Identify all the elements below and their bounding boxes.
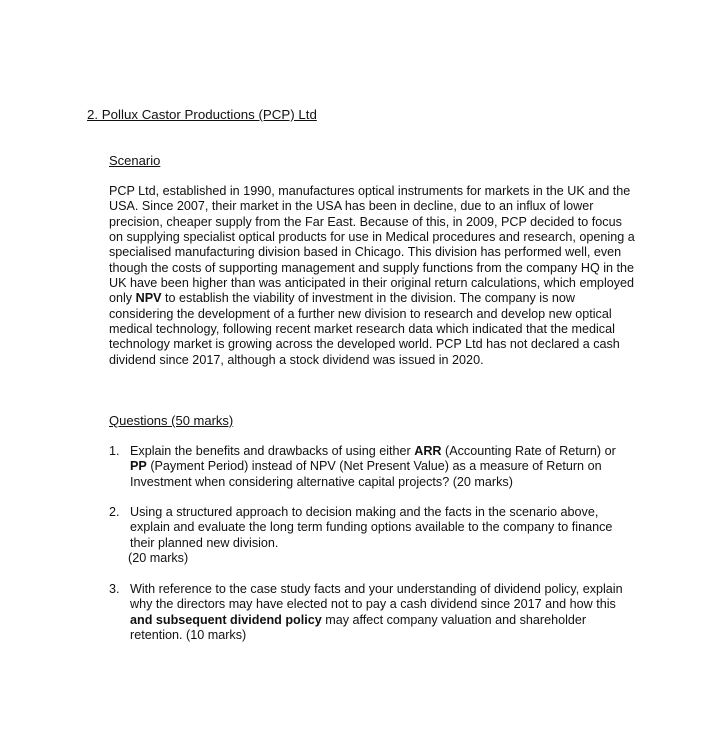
scenario-heading: Scenario [109,153,161,168]
question-2-body: Using a structured approach to decision making and the facts in the scenario above, explain and evaluate the long term funding options available to the company to finance their planned new division. [130,505,613,550]
question-3-part1: With reference to the case study facts and your understanding of dividend policy, explain why the directors may have elected not to pay a cash dividend since 2017 and how this [130,582,623,612]
question-1-part3: (Payment Period) instead of NPV (Net Present Value) as a measure of Return on Investment when considering alternative capital projects? (20 marks) [130,459,602,489]
question-3-dividend-bold: and subsequent dividend policy [130,612,322,627]
question-3 [109,582,634,643]
question-1 [109,444,634,490]
question-2-number: 2. [109,505,120,519]
scenario-body [109,184,639,368]
question-1-part2: (Accounting Rate of Return) or [445,444,616,458]
scenario-text-part2: to establish the viability of investment in the division. The company is now considering the development of a further new division to research and develop new optical medical technology, following recent market research data which indicated that the medical technology market is growing across the developed world. PCP Ltd has not declared a cash dividend since 2017, although a stock dividend was issued in 2020. [109,291,620,367]
document-title: 2. Pollux Castor Productions (PCP) Ltd [87,107,317,122]
question-1-number: 1. [109,444,120,458]
question-1-pp-bold: PP [130,459,147,474]
question-3-number: 3. [109,582,120,596]
question-3-part2: may affect company valuation and shareholder retention. (10 marks) [130,612,587,643]
scenario-npv-bold: NPV [135,291,162,306]
question-1-part1: Explain the benefits and drawbacks of using either [130,444,411,458]
question-3-text [130,582,634,643]
question-2-text [130,505,634,566]
scenario-text-part1: PCP Ltd, established in 1990, manufactures optical instruments for markets in the UK and the USA. Since 2007, their market in the USA has been in decline, due to an influx of lower precision, cheaper supply from the Far East. Because of this, in 2009, PCP decided to focus on supplying specialist optical products for use in Medical procedures and research, opening a specialised manufacturing division based in Chicago. This division has performed well, even though the costs of supporting management and supply functions from the company HQ in the UK have been higher than was anticipated in their original return calculations, which employed only [109,184,635,306]
question-1-arr-bold: ARR [414,444,442,458]
question-1-text [130,444,634,490]
question-2-marks: (20 marks) [128,551,189,566]
questions-heading: Questions (50 marks) [109,413,234,428]
question-2 [109,505,634,566]
